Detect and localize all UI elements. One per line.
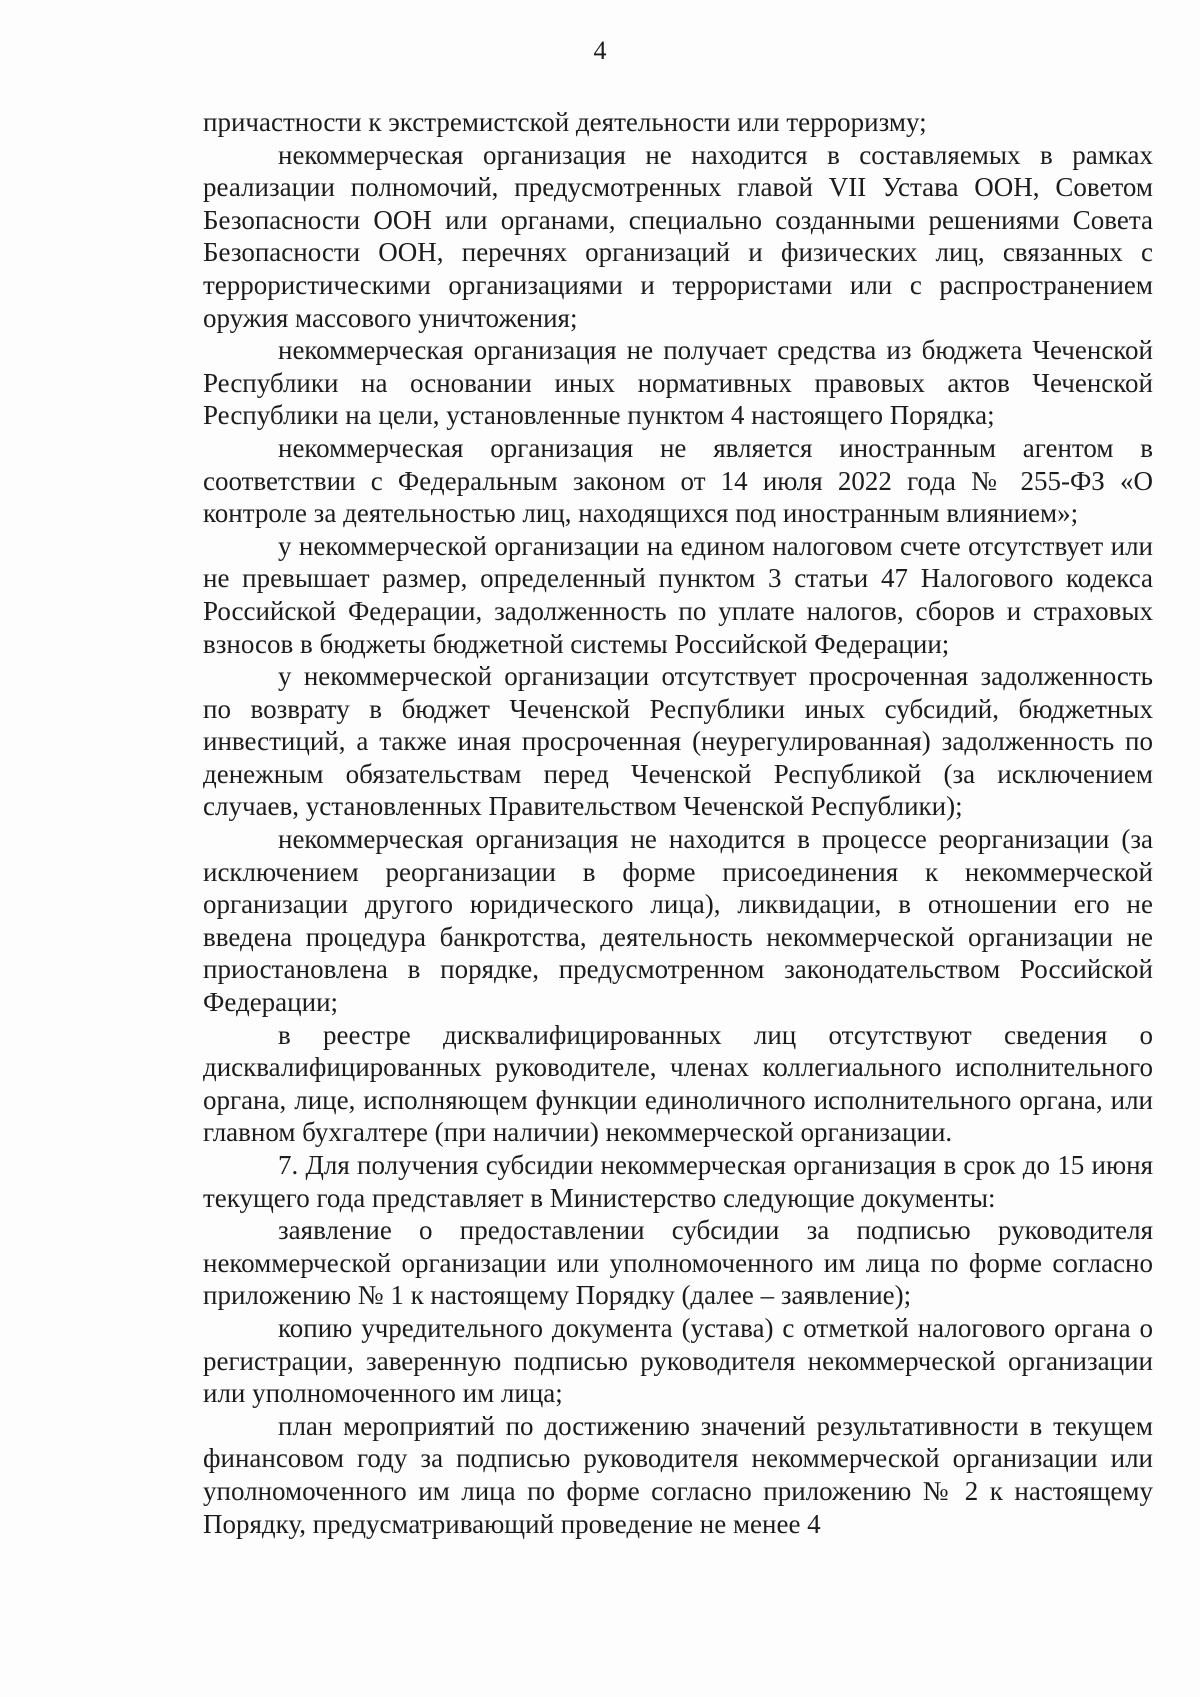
paragraph-7: некоммерческая организация не находится в процессе реорганизации (за исключением реорганизации в форме присоединения к некоммерческой организации другого юридического лица), ликвидации, в отношении его не введена процедура банкротства, деятельность некоммерческой организации не приостановлена в порядке, предусмотренном законодательством Российской Федерации; <box>203 824 1153 1018</box>
paragraph-9: 7. Для получения субсидии некоммерческая организация в срок до 15 июня текущего года представляет в Министерство следующие документы: <box>203 1150 1153 1213</box>
paragraph-10: заявление о предоставлении субсидии за подписью руководителя некоммерческой организации или уполномоченного им лица по форме согласно приложению № 1 к настоящему Порядку (далее – заявление); <box>203 1215 1153 1311</box>
paragraph-4: некоммерческая организация не является иностранным агентом в соответствии с Федеральным законом от 14 июля 2022 года № 255-ФЗ «О контроле за деятельностью лиц, находящихся под иностранным влиянием»; <box>203 432 1153 529</box>
paragraph-5: у некоммерческой организации на едином налоговом счете отсутствует или не превышает размер, определенный пунктом 3 статьи 47 Налогового кодекса Российской Федерации, задолженность по уплате налогов, сборов и страховых взносов в бюджеты бюджетной системы Российской Федерации; <box>203 530 1153 659</box>
paragraph-3: некоммерческая организация не получает средства из бюджета Чеченской Республики на основании иных нормативных правовых актов Чеченской Республики на цели, установленные пунктом 4 настоящего Порядка; <box>203 335 1153 431</box>
paragraph-2: некоммерческая организация не находится в составляемых в рамках реализации полномочий, предусмотренных главой VII Устава ООН, Советом Безопасности ООН или органами, специально созданными решениями Совета Безопасности ООН, перечнях организаций и физических лиц, связанных с террористическими организациями и террористами или с распространением оружия массового уничтожения; <box>203 139 1153 333</box>
paragraph-8: в реестре дисквалифицированных лиц отсутствуют сведения о дисквалифицированных руководителе, членах коллегиального исполнительного органа, лице, исполняющем функции единоличного исполнительного органа, или главном бухгалтере (при наличии) некоммерческой организации. <box>203 1019 1153 1148</box>
paragraph-6: у некоммерческой организации отсутствует просроченная задолженность по возврату в бюджет Чеченской Республики иных субсидий, бюджетных инвестиций, а также иная просроченная (неурегулированная) задолженность по денежным обязательствам перед Чеченской Республикой (за исключением случаев, установленных Правительством Чеченской Республики); <box>203 661 1153 822</box>
page-number: 4 <box>593 36 607 65</box>
paragraph-11: копию учредительного документа (устава) с отметкой налогового органа о регистрации, заверенную подписью руководителя некоммерческой организации или уполномоченного им лица; <box>203 1312 1153 1409</box>
paragraph-12: план мероприятий по достижению значений результативности в текущем финансовом году за подписью руководителя некоммерческой организации или уполномоченного им лица по форме согласно приложению № 2 к настоящему Порядку, предусматривающий проведение не менее 4 <box>203 1410 1153 1539</box>
document-body <box>203 106 1153 1540</box>
paragraph-1: причастности к экстремистской деятельности или терроризму; <box>203 107 927 137</box>
